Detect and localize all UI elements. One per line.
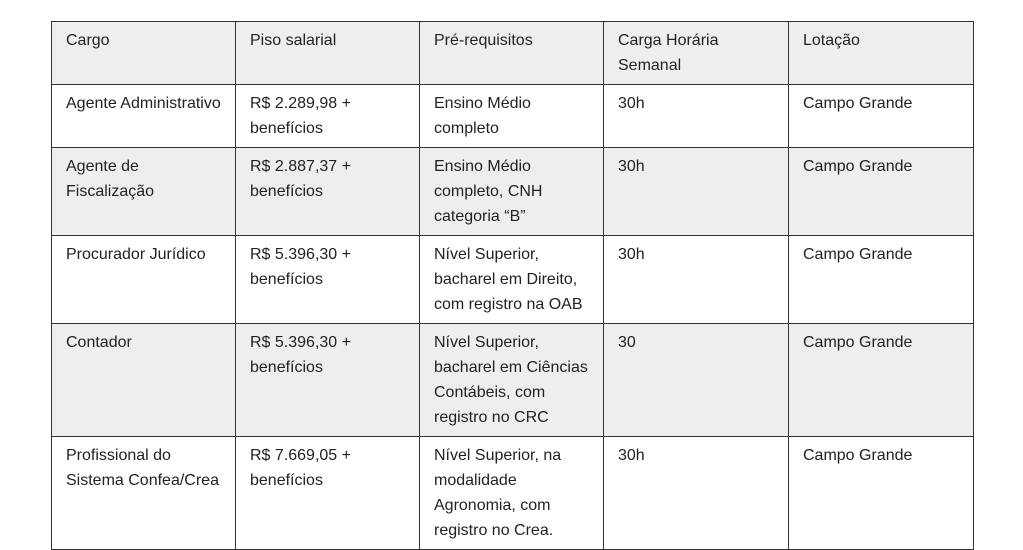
header-lotacao: Lotação: [789, 22, 974, 85]
cell-pre-requisitos: Nível Superior, bacharel em Ciências Contábeis, com registro no CRC: [420, 324, 604, 437]
cell-cargo: Agente de Fiscalização: [52, 148, 236, 236]
positions-table: [51, 21, 974, 550]
cell-piso-salarial: R$ 2.289,98 + benefícios: [236, 85, 420, 148]
cell-piso-salarial: R$ 5.396,30 + benefícios: [236, 324, 420, 437]
table-row: [52, 236, 974, 324]
table-row: [52, 324, 974, 437]
cell-carga-horaria: 30h: [604, 437, 789, 550]
header-carga-horaria: Carga Horária Semanal: [604, 22, 789, 85]
cell-cargo: Profissional do Sistema Confea/Crea: [52, 437, 236, 550]
header-piso-salarial: Piso salarial: [236, 22, 420, 85]
header-cargo: Cargo: [52, 22, 236, 85]
table-row: [52, 437, 974, 550]
table-row: [52, 148, 974, 236]
cell-carga-horaria: 30h: [604, 236, 789, 324]
cell-cargo: Contador: [52, 324, 236, 437]
cell-carga-horaria: 30h: [604, 85, 789, 148]
cell-pre-requisitos: Ensino Médio completo: [420, 85, 604, 148]
cell-cargo: Agente Administrativo: [52, 85, 236, 148]
cell-carga-horaria: 30: [604, 324, 789, 437]
cell-piso-salarial: R$ 7.669,05 + benefícios: [236, 437, 420, 550]
cell-pre-requisitos: Nível Superior, bacharel em Direito, com registro na OAB: [420, 236, 604, 324]
table-row: [52, 85, 974, 148]
cell-cargo: Procurador Jurídico: [52, 236, 236, 324]
cell-pre-requisitos: Ensino Médio completo, CNH categoria “B”: [420, 148, 604, 236]
table-header-row: [52, 22, 974, 85]
cell-piso-salarial: R$ 5.396,30 + benefícios: [236, 236, 420, 324]
cell-lotacao: Campo Grande: [789, 236, 974, 324]
cell-carga-horaria: 30h: [604, 148, 789, 236]
cell-pre-requisitos: Nível Superior, na modalidade Agronomia, com registro no Crea.: [420, 437, 604, 550]
cell-lotacao: Campo Grande: [789, 437, 974, 550]
cell-lotacao: Campo Grande: [789, 148, 974, 236]
section-heading-fragment: [110, 0, 310, 4]
header-pre-requisitos: Pré-requisitos: [420, 22, 604, 85]
cell-lotacao: Campo Grande: [789, 85, 974, 148]
cell-piso-salarial: R$ 2.887,37 + benefícios: [236, 148, 420, 236]
cell-lotacao: Campo Grande: [789, 324, 974, 437]
